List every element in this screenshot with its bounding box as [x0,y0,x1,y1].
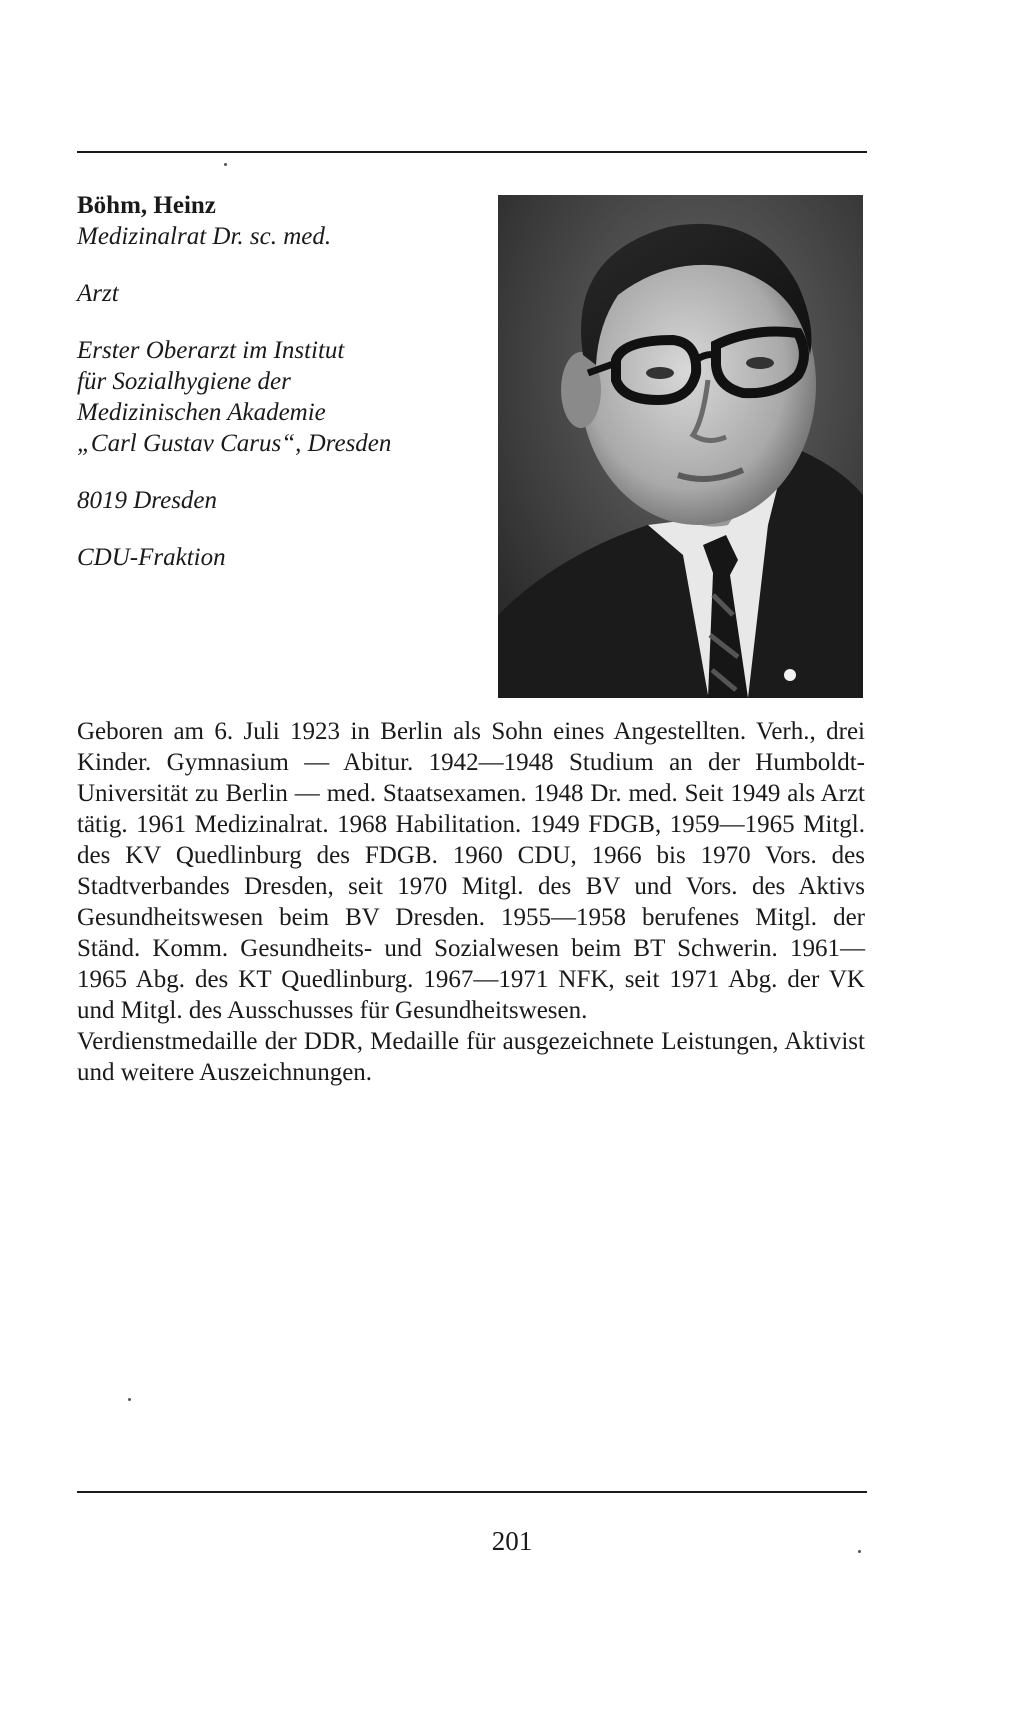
biography-paragraph: Geboren am 6. Juli 1923 in Berlin als Sohn eines Angestellten. Verh., drei Kinder. Gymnasium — Abitur. 1942—1948 Studium an der Humboldt-Universität zu Berlin — med. Staatsexamen. 1948 Dr. med. Seit 1949 als Arzt tätig. 1961 Medizinalrat. 1968 Habilitation. 1949 FDGB, 1959—1965 Mitgl. des KV Quedlinburg des FDGB. 1960 CDU, 1966 bis 1970 Vors. des Stadtverbandes Dresden, seit 1970 Mitgl. des BV und Vors. des Aktivs Gesundheitswesen beim BV Dresden. 1955—1958 berufenes Mitgl. der Ständ. Komm. Gesundheits- und Sozialwesen beim BT Schwerin. 1961—1965 Abg. des KT Quedlinburg. 1967—1971 NFK, seit 1971 Abg. der VK und Mitgl. des Ausschusses für Gesundheitswesen. [77,718,865,1024]
address: 8019 Dresden [77,487,218,514]
scan-speck [128,1398,131,1401]
person-name: Böhm, Heinz [77,192,216,219]
profession: Arzt [77,280,119,307]
entry-header [77,190,477,573]
position-line: Erster Oberarzt im Institut [77,337,345,364]
person-title: Medizinalrat Dr. sc. med. [77,223,332,250]
faction-block [77,542,477,573]
address-block [77,485,477,516]
profession-block [77,278,477,309]
top-rule [77,151,867,153]
bottom-rule [77,1491,867,1493]
portrait-illustration [498,195,863,698]
position-line: „Carl Gustav Carus“, Dresden [77,430,392,457]
scan-speck [224,163,227,166]
scan-speck [858,1550,861,1553]
biography-paragraph: Verdienstmedaille der DDR, Medaille für ausgezeichnete Leistungen, Aktivist und weitere Auszeichnungen. [77,1028,865,1086]
position-line: für Sozialhygiene der [77,368,291,395]
biography-text [77,716,865,1088]
position-line: Medizinischen Akademie [77,399,326,426]
position-block [77,335,477,459]
portrait-photo [498,195,863,698]
page-number: 201 [491,1526,533,1556]
name-block [77,190,477,252]
faction: CDU-Fraktion [77,544,226,571]
